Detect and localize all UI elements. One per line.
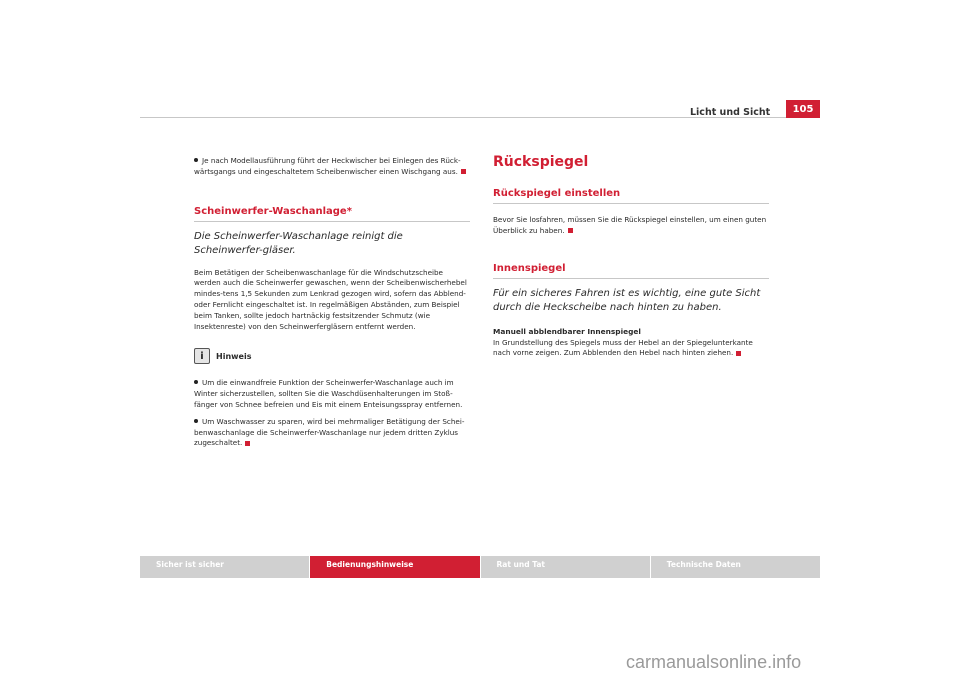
- note-icon: i: [194, 348, 210, 364]
- end-mark-icon: [736, 351, 741, 356]
- right-column: [493, 150, 769, 359]
- end-mark-icon: [568, 228, 573, 233]
- bullet-icon: [194, 380, 198, 384]
- left-column: [194, 150, 470, 449]
- end-mark-icon: [245, 441, 250, 446]
- end-mark-icon: [461, 169, 466, 174]
- note-bullet: Um die einwandfreie Funktion der Scheinwerfer-Waschanlage auch im Winter sicherzustellen, sollten Sie die Waschdüsenhalterungen im Stoß-fänger von Schnee befreien und Eis mit einem Enteisungsspray entfernen.: [194, 378, 463, 409]
- subhead-body: In Grundstellung des Spiegels muss der Hebel an der Spiegelunterkante nach vorne zeigen. Zum Abblenden den Hebel nach hinten ziehen.: [493, 337, 753, 358]
- footer-nav: [140, 556, 820, 578]
- subhead: Manuell abblendbarer Innenspiegel: [493, 326, 641, 336]
- chapter-title: Rückspiegel: [493, 154, 589, 170]
- section-title-interior-mirror: Innenspiegel: [493, 263, 769, 279]
- tab-sicher-ist-sicher[interactable]: Sicher ist sicher: [140, 556, 309, 578]
- note-header: [194, 348, 470, 364]
- tab-technische-daten[interactable]: Technische Daten: [651, 556, 820, 578]
- section-title-mirror-adjust: Rückspiegel einstellen: [493, 188, 769, 204]
- bullet-icon: [194, 158, 198, 162]
- tab-bedienungshinweise[interactable]: Bedienungshinweise: [310, 556, 479, 578]
- page-number: 105: [786, 100, 820, 118]
- section-body: Beim Betätigen der Scheibenwaschanlage für die Windschutzscheibe werden auch die Scheinwerfer gewaschen, wenn der Scheibenwischerhebel mindes-tens 1,5 Sekunden zum Lenkrad gezogen wird, sofern das Abblend- oder Fernlicht eingeschaltet ist. In regelmäßigen Abständen, zum Beispiel beim Tanken, sollte jedoch hartnäckig festsitzender Schmutz (wie Insektenreste) von den Scheinwerfergläsern entfernt werden.: [194, 267, 467, 331]
- bullet-icon: [194, 419, 198, 423]
- watermark: carmanualsonline.info: [626, 652, 802, 672]
- section2-lead: Für ein sicheres Fahren ist es wichtig, eine gute Sicht durch die Heckscheibe nach hinten zu haben.: [493, 287, 761, 313]
- section-lead: Die Scheinwerfer-Waschanlage reinigt die Scheinwerfer-gläser.: [194, 230, 403, 256]
- section1-body: Bevor Sie losfahren, müssen Sie die Rückspiegel einstellen, um einen guten Überblick zu haben.: [493, 215, 767, 235]
- note-label: Hinweis: [216, 351, 252, 361]
- section-title-headlamp-washer: Scheinwerfer-Waschanlage*: [194, 206, 470, 222]
- header-title: Licht und Sicht: [690, 107, 771, 118]
- note-bullet: Um Waschwasser zu sparen, wird bei mehrmaliger Betätigung der Schei-benwaschanlage die Scheinwerfer-Waschanlage nur jedem dritten Zyklus zugeschaltet.: [194, 416, 465, 448]
- tab-rat-und-tat[interactable]: Rat und Tat: [481, 556, 650, 578]
- intro-bullet: Je nach Modellausführung führt der Heckwischer bei Einlegen des Rück-wärtsgangs und eingeschaltetem Scheibenwischer einen Wischgang aus.: [194, 156, 470, 178]
